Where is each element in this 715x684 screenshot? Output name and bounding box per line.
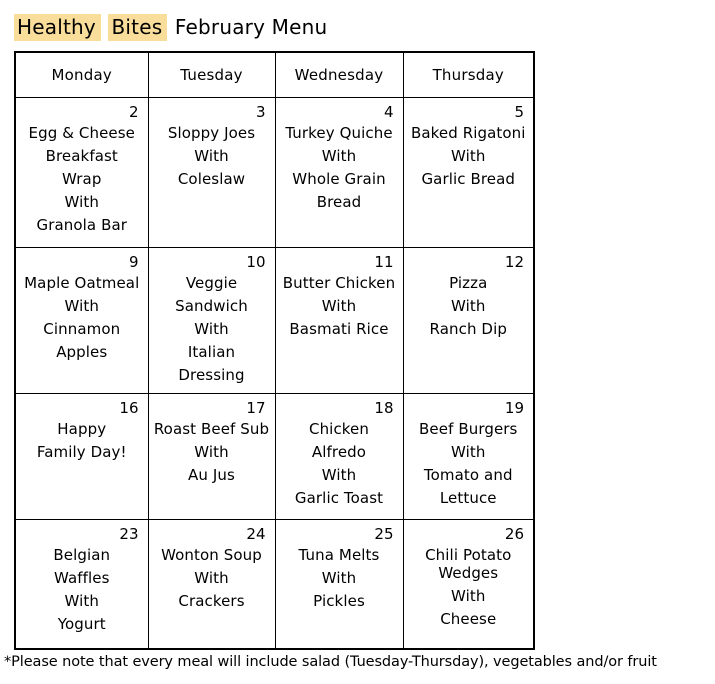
meal-line: Italian — [187, 342, 236, 361]
meal-line: Wrap — [62, 169, 102, 188]
day-cell-feb-23 — [15, 519, 148, 649]
meal-line: Crackers — [178, 591, 245, 610]
meal-line: With — [194, 146, 229, 165]
meal-line: Sloppy Joes — [167, 123, 256, 142]
column-header-thursday: Thursday — [403, 52, 534, 97]
page-title — [14, 13, 715, 41]
meal-line: With — [451, 146, 486, 165]
date-label: 23 — [119, 524, 139, 543]
meal-line: Turkey Quiche — [285, 123, 393, 142]
day-cell-feb-2 — [15, 97, 148, 247]
meal-text — [404, 420, 534, 507]
day-cell-feb-4 — [275, 97, 403, 247]
day-cell-feb-18 — [275, 393, 403, 519]
meal-line: With — [451, 586, 486, 605]
menu-table — [14, 51, 535, 650]
meal-line: Dressing — [178, 365, 245, 384]
column-header-tuesday: Tuesday — [148, 52, 275, 97]
menu-page — [0, 13, 715, 684]
day-cell-feb-11 — [275, 247, 403, 393]
day-cell-feb-12 — [403, 247, 534, 393]
meal-line: Tomato and — [423, 465, 513, 484]
date-label: 4 — [383, 102, 394, 121]
date-label: 25 — [374, 524, 394, 543]
column-header-wednesday: Wednesday — [275, 52, 403, 97]
meal-line: With — [64, 591, 99, 610]
meal-line: With — [321, 146, 357, 165]
title-rest: February Menu — [174, 15, 328, 39]
meal-text — [276, 274, 403, 338]
meal-line: With — [451, 442, 486, 461]
meal-line: Cinnamon — [43, 319, 121, 338]
meal-line: Pickles — [313, 591, 365, 610]
footer-note: *Please note that every meal will include salad (Tuesday-Thursday), vegetables and/or fruit — [4, 654, 657, 670]
meal-line: Au Jus — [188, 465, 235, 484]
day-cell-feb-24 — [148, 519, 275, 649]
date-label: 12 — [504, 252, 524, 271]
meal-line: Coleslaw — [177, 169, 246, 188]
meal-text — [404, 546, 534, 628]
meal-text — [16, 546, 148, 633]
meal-line: Breakfast — [45, 146, 118, 165]
meal-text — [404, 274, 534, 338]
meal-line: Pizza — [449, 273, 488, 292]
meal-line: With — [321, 465, 357, 484]
meal-line: Granola Bar — [36, 215, 128, 234]
meal-line: Roast Beef Sub — [153, 419, 270, 438]
meal-line: Garlic Bread — [421, 169, 516, 188]
meal-line: Yogurt — [57, 614, 106, 633]
date-label: 3 — [255, 102, 266, 121]
day-cell-feb-10 — [148, 247, 275, 393]
meal-line: Happy — [57, 419, 107, 438]
meal-line: Basmati Rice — [289, 319, 389, 338]
meal-line: Chicken — [309, 419, 369, 438]
date-label: 26 — [504, 524, 524, 543]
meal-line: Cheese — [440, 609, 497, 628]
date-label: 17 — [246, 398, 266, 417]
meal-line: Butter Chicken — [282, 273, 396, 292]
meal-text — [149, 546, 275, 610]
meal-line: Lettuce — [439, 488, 497, 507]
day-cell-feb-17 — [148, 393, 275, 519]
day-cell-feb-9 — [15, 247, 148, 393]
meal-line: With — [194, 568, 229, 587]
date-label: 19 — [504, 398, 524, 417]
meal-line: Family Day! — [36, 442, 127, 461]
meal-line: Sandwich — [175, 296, 248, 315]
day-cell-feb-19 — [403, 393, 534, 519]
meal-line: With — [194, 442, 229, 461]
meal-text — [276, 546, 403, 610]
day-cell-feb-3 — [148, 97, 275, 247]
meal-text — [16, 420, 148, 461]
header-row — [15, 52, 534, 97]
meal-line: Garlic Toast — [294, 488, 384, 507]
meal-line: Wonton Soup — [161, 545, 262, 564]
meal-line: Egg & Cheese — [28, 123, 135, 142]
date-label: 9 — [128, 252, 139, 271]
meal-text — [276, 420, 403, 507]
meal-text — [149, 420, 275, 484]
title-highlight-healthy: Healthy — [14, 14, 101, 41]
meal-text — [16, 124, 148, 234]
meal-line: Waffles — [53, 568, 110, 587]
column-header-monday: Monday — [15, 52, 148, 97]
title-highlight-bites: Bites — [108, 14, 167, 41]
date-label: 18 — [374, 398, 394, 417]
meal-line: Baked Rigatoni — [410, 123, 526, 142]
date-label: 11 — [374, 252, 394, 271]
date-label: 5 — [514, 102, 524, 121]
meal-text — [276, 124, 403, 211]
meal-line: With — [321, 296, 357, 315]
day-cell-feb-25 — [275, 519, 403, 649]
week-row-2 — [15, 247, 534, 393]
meal-line: With — [321, 568, 357, 587]
meal-line: Chili Potato Wedges — [425, 545, 512, 582]
meal-line: With — [64, 192, 99, 211]
meal-line: Ranch Dip — [429, 319, 507, 338]
meal-line: With — [194, 319, 229, 338]
week-row-4 — [15, 519, 534, 649]
meal-text — [149, 274, 275, 384]
meal-line: Belgian — [53, 545, 111, 564]
day-cell-feb-26 — [403, 519, 534, 649]
week-row-3 — [15, 393, 534, 519]
meal-line: Tuna Melts — [298, 545, 380, 564]
meal-text — [404, 124, 534, 188]
date-label: 10 — [246, 252, 266, 271]
day-cell-feb-16 — [15, 393, 148, 519]
date-label: 24 — [246, 524, 266, 543]
meal-line: Alfredo — [311, 442, 367, 461]
meal-line: With — [451, 296, 486, 315]
meal-line: Maple Oatmeal — [24, 273, 140, 292]
meal-text — [16, 274, 148, 361]
week-row-1 — [15, 97, 534, 247]
date-label: 2 — [128, 102, 139, 121]
meal-line: With — [64, 296, 99, 315]
meal-line: Whole Grain — [292, 169, 386, 188]
meal-line: Apples — [56, 342, 108, 361]
meal-text — [149, 124, 275, 188]
meal-line: Veggie — [185, 273, 238, 292]
meal-line: Bread — [316, 192, 362, 211]
day-cell-feb-5 — [403, 97, 534, 247]
meal-line: Beef Burgers — [419, 419, 518, 438]
date-label: 16 — [119, 398, 139, 417]
